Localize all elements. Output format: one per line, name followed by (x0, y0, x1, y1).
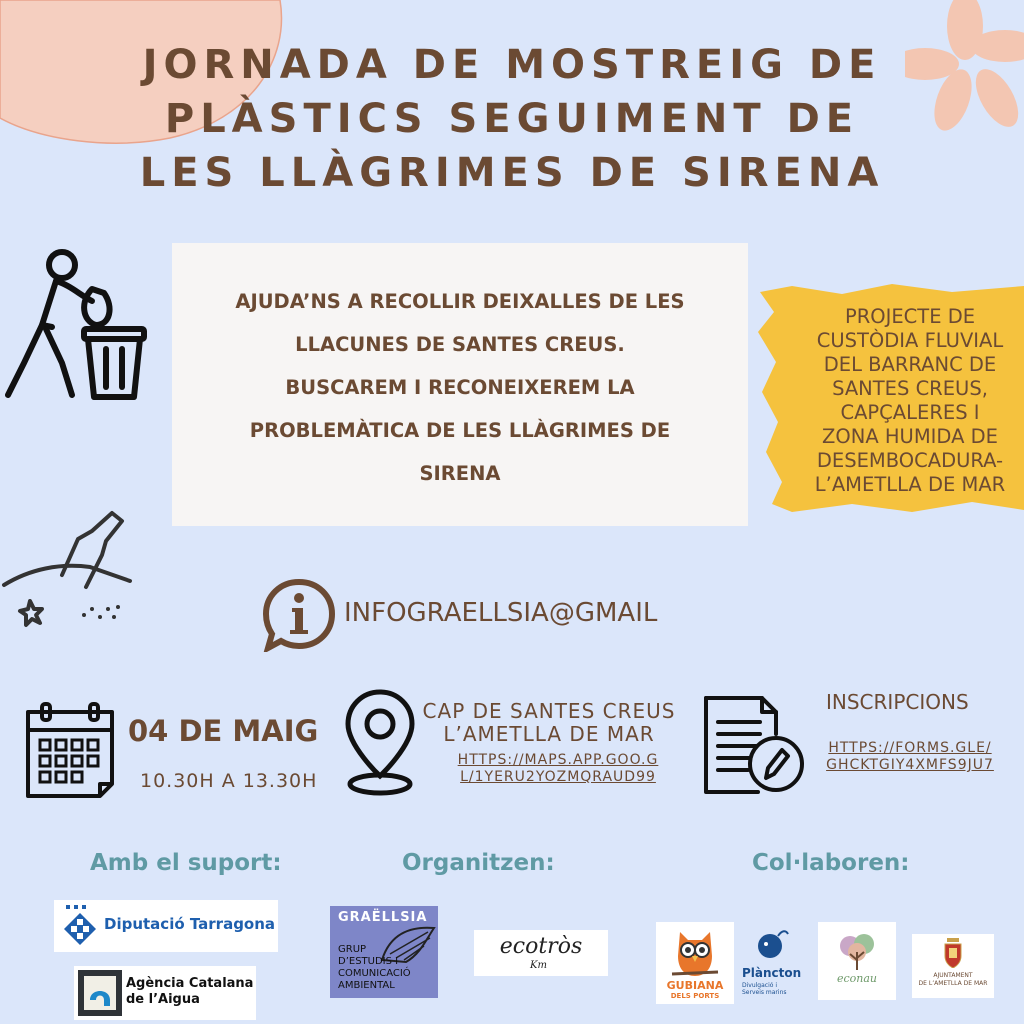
organizers-heading: Organitzen: (402, 850, 555, 876)
plancton-logo (742, 926, 808, 1002)
event-time: 10.30H A 13.30H (140, 770, 318, 792)
registration-link-line-1[interactable]: HTTPS://FORMS.GLE/ (828, 740, 992, 756)
card-line-1: AJUDA’NS A RECOLLIR DEIXALLES DE LES (235, 290, 685, 313)
graellsia-line-3: COMUNICACIÓ (338, 968, 411, 979)
map-link-line-1[interactable]: HTTPS://MAPS.APP.GOO.G (457, 752, 659, 768)
gubiana-logo (656, 922, 734, 1004)
collaborators-heading: Col·laboren: (752, 850, 910, 876)
diputacio-tarragona-logo (54, 900, 278, 952)
event-date: 04 DE MAIG (128, 714, 319, 748)
tree-icon (836, 932, 878, 970)
project-line-5: CAPÇALERES I (840, 401, 980, 424)
gubiana-text (656, 980, 734, 1002)
page-title (100, 38, 924, 200)
card-line-5: SIRENA (419, 462, 501, 485)
place-line-1: CAP DE SANTES CREUS (422, 699, 676, 723)
plancton-sub-line-2: Serveis marins (742, 989, 787, 996)
calendar-icon (22, 700, 118, 800)
project-line-4: SANTES CREUS, (832, 377, 988, 400)
diputacio-emblem-icon (60, 905, 100, 947)
project-line-8: L’AMETLLA DE MAR (814, 473, 1006, 496)
gubiana-line-1: GUBIANA (666, 979, 724, 992)
owl-icon (670, 926, 720, 978)
econau-text: econau (836, 972, 878, 985)
graellsia-line-4: AMBIENTAL (338, 980, 395, 991)
card-text (180, 280, 740, 495)
project-line-1: PROJECTE DE (844, 305, 976, 328)
graellsia-logo (330, 906, 438, 998)
title-line-1: JORNADA DE MOSTREIG DE (142, 42, 882, 88)
event-place (420, 700, 678, 746)
ecotros-sub-text: Km (530, 960, 547, 971)
gubiana-line-2: DELS PORTS (670, 992, 720, 1000)
ecotros-logo (474, 930, 608, 976)
ajuntament-line-1: AJUNTAMENT (933, 972, 973, 979)
plancton-name: Plàncton (742, 966, 802, 980)
ajuntament-text (912, 972, 994, 988)
graellsia-line-2: D’ESTUDIS I (338, 956, 399, 967)
info-icon (262, 578, 336, 652)
registration-link-line-2[interactable]: GHCKTGIY4XMFS9JU7 (826, 757, 994, 773)
location-pin-icon (342, 688, 418, 798)
aca-emblem-icon (78, 970, 122, 1016)
aca-line-1: Agència Catalana (126, 976, 254, 991)
person-trash-icon (0, 245, 160, 410)
project-line-7: DESEMBOCADURA- (816, 449, 1004, 472)
title-line-3: LES LLÀGRIMES DE SIRENA (139, 150, 885, 196)
card-line-3: BUSCAREM I RECONEIXEREM LA (285, 376, 635, 399)
graellsia-line-1: GRUP (338, 944, 367, 955)
aca-logo-text (126, 976, 253, 1008)
card-line-4: PROBLEMÀTICA DE LES LLÀGRIMES DE (249, 419, 671, 442)
card-line-2: LLACUNES DE SANTES CREUS. (295, 333, 625, 356)
registration-link[interactable] (812, 740, 1008, 774)
coat-of-arms-icon (943, 938, 963, 968)
ecotros-main-text: ecotròs (499, 934, 583, 959)
project-line-2: CUSTÒDIA FLUVIAL (816, 329, 1004, 352)
graellsia-subtitle (338, 944, 411, 992)
plancton-sub-line-1: Divulgació i (742, 982, 778, 989)
aca-logo (74, 966, 256, 1020)
registration-label: INSCRIPCIONS (826, 690, 969, 714)
diputacio-logo-text: Diputació Tarragona (104, 915, 276, 933)
document-edit-icon (700, 694, 806, 798)
plancton-sub (742, 982, 787, 996)
project-line-6: ZONA HUMIDA DE (822, 425, 998, 448)
ajuntament-logo (912, 934, 994, 998)
support-heading: Amb el suport: (90, 850, 282, 876)
map-link[interactable] (438, 752, 678, 786)
ajuntament-line-2: DE L’AMETLLA DE MAR (918, 980, 988, 987)
contact-email[interactable]: INFOGRAELLSIA@GMAIL (344, 598, 658, 628)
econau-logo (818, 922, 896, 1000)
project-line-3: DEL BARRANC DE (823, 353, 997, 376)
plankton-icon (752, 926, 792, 964)
graellsia-title: GRAËLLSIA (338, 910, 428, 925)
bottle-beach-icon (0, 505, 140, 635)
place-line-2: L’AMETLLA DE MAR (443, 722, 655, 746)
project-text (790, 305, 1024, 497)
title-line-2: PLÀSTICS SEGUIMENT DE (164, 96, 860, 142)
map-link-line-2[interactable]: L/1YERU2YOZMQRAUD99 (460, 769, 656, 785)
aca-line-2: de l’Aigua (126, 992, 200, 1007)
